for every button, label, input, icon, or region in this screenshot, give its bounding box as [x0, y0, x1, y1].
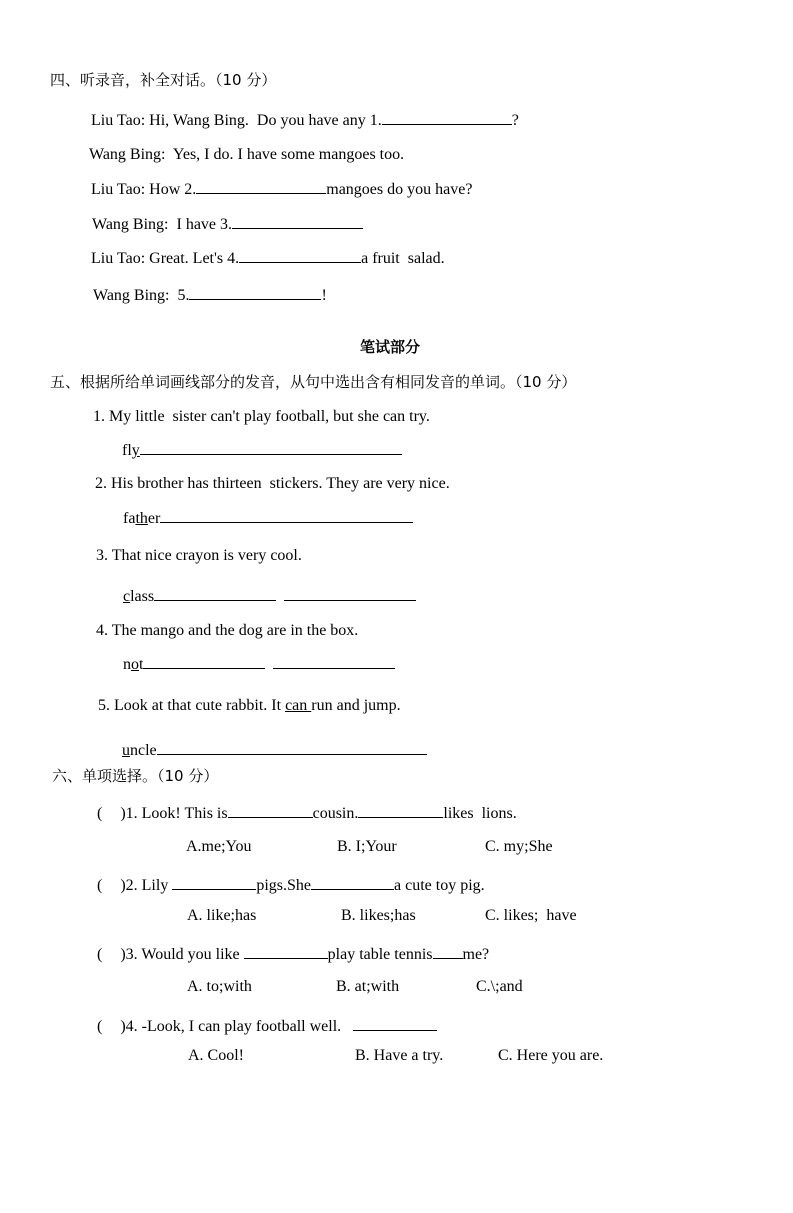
- dialogue-text: mangoes do you have?: [326, 181, 473, 198]
- key-word-underlined: th: [135, 510, 148, 527]
- question-blank: [358, 802, 443, 818]
- answer-blank-5[interactable]: [189, 284, 321, 300]
- question-number: )1.: [120, 805, 138, 822]
- question-text: cousin.: [312, 805, 359, 822]
- question-text: play table tennis: [327, 946, 433, 963]
- option-c[interactable]: C. likes; have: [485, 907, 577, 924]
- question-number: )4.: [120, 1018, 138, 1035]
- answer-blank-2[interactable]: [196, 178, 326, 194]
- answer-blank[interactable]: [273, 653, 395, 669]
- option-a[interactable]: A. Cool!: [188, 1047, 244, 1064]
- dialogue-line-4: [92, 213, 363, 235]
- question-blank: [433, 943, 463, 959]
- dialogue-text: a fruit salad.: [361, 250, 445, 267]
- key-word: n: [123, 656, 131, 673]
- answer-blank-3[interactable]: [232, 213, 363, 229]
- question-number: )3.: [120, 946, 138, 963]
- option-c[interactable]: C.\;and: [476, 978, 523, 995]
- dialogue-line-1: [91, 109, 519, 131]
- option-a[interactable]: A.me;You: [186, 838, 252, 855]
- phonics-sentence-1: 1. My little sister can't play football, but she can try.: [93, 408, 430, 425]
- answer-paren: (: [97, 946, 103, 963]
- question-text: Lily: [141, 877, 173, 894]
- option-b[interactable]: B. I;Your: [337, 838, 397, 855]
- written-part-title: 笔试部分: [360, 338, 421, 356]
- sentence-text: 5. Look at that cute rabbit. It: [98, 697, 286, 714]
- answer-slot[interactable]: [102, 944, 120, 959]
- answer-blank[interactable]: [143, 653, 265, 669]
- dialogue-line-3: [91, 178, 472, 200]
- option-a[interactable]: A. to;with: [187, 978, 252, 995]
- phonics-answer-2: [123, 507, 413, 529]
- answer-paren: (: [97, 1018, 103, 1035]
- question-blank: [353, 1015, 437, 1031]
- section-6-heading: 六、单项选择。（10 分）: [52, 767, 219, 785]
- question-text: likes lions.: [443, 805, 517, 822]
- key-word: fa: [123, 510, 136, 527]
- question-number: )2.: [120, 877, 138, 894]
- dialogue-line-5: [91, 247, 445, 269]
- sentence-text: run and jump.: [311, 697, 401, 714]
- answer-blank-4[interactable]: [239, 247, 361, 263]
- key-word: lass: [130, 588, 155, 605]
- option-b[interactable]: B. Have a try.: [355, 1047, 444, 1064]
- dialogue-text: Wang Bing: I have 3.: [92, 216, 233, 233]
- dialogue-text: Wang Bing: 5.: [93, 287, 190, 304]
- question-text: -Look, I can play football well.: [141, 1018, 354, 1035]
- question-text: Look! This is: [141, 805, 228, 822]
- phonics-sentence-2: 2. His brother has thirteen stickers. They are very nice.: [95, 475, 450, 492]
- question-text: Would you like: [141, 946, 244, 963]
- key-word: er: [147, 510, 161, 527]
- answer-paren: (: [97, 805, 103, 822]
- question-3: [97, 943, 489, 965]
- question-blank: [228, 802, 313, 818]
- question-1: [97, 802, 517, 824]
- key-word: fl: [122, 442, 132, 459]
- answer-slot[interactable]: [102, 803, 120, 818]
- question-2: [97, 874, 485, 896]
- answer-blank[interactable]: [284, 585, 416, 601]
- key-word-underlined: u: [122, 742, 130, 759]
- answer-blank[interactable]: [140, 439, 402, 455]
- key-word-underlined: y: [131, 442, 140, 459]
- question-4: [97, 1015, 437, 1037]
- phonics-sentence-4: 4. The mango and the dog are in the box.: [96, 622, 359, 639]
- section-5-heading: 五、根据所给单词画线部分的发音，从句中选出含有相同发音的单词。（10 分）: [50, 373, 577, 391]
- answer-blank[interactable]: [157, 739, 427, 755]
- answer-blank[interactable]: [154, 585, 276, 601]
- phonics-answer-3: [123, 585, 416, 607]
- dialogue-text: Liu Tao: Great. Let's 4.: [91, 250, 240, 267]
- dialogue-text: !: [321, 287, 327, 304]
- phonics-answer-5: [122, 739, 427, 761]
- dialogue-line-6: [93, 284, 327, 306]
- phonics-answer-1: [122, 439, 402, 461]
- key-word: ncle: [130, 742, 157, 759]
- key-word-underlined: c: [123, 588, 131, 605]
- key-word: t: [139, 656, 144, 673]
- answer-slot[interactable]: [102, 1016, 120, 1031]
- question-text: a cute toy pig.: [394, 877, 485, 894]
- answer-slot[interactable]: [102, 875, 120, 890]
- answer-blank[interactable]: [160, 507, 413, 523]
- option-c[interactable]: C. my;She: [485, 838, 553, 855]
- question-blank: [172, 874, 256, 890]
- option-b[interactable]: B. likes;has: [341, 907, 416, 924]
- option-a[interactable]: A. like;has: [187, 907, 257, 924]
- phonics-sentence-3: 3. That nice crayon is very cool.: [96, 547, 302, 564]
- dialogue-text: Liu Tao: How 2.: [91, 181, 197, 198]
- dialogue-text: Liu Tao: Hi, Wang Bing. Do you have any 1.: [91, 112, 382, 129]
- question-text: pigs.She: [256, 877, 311, 894]
- option-b[interactable]: B. at;with: [336, 978, 400, 995]
- phonics-answer-4: [123, 653, 395, 675]
- question-blank: [244, 943, 328, 959]
- key-word-underlined: o: [131, 656, 139, 673]
- question-blank: [311, 874, 394, 890]
- dialogue-text: ?: [511, 112, 519, 129]
- option-c[interactable]: C. Here you are.: [498, 1047, 604, 1064]
- dialogue-line-2: Wang Bing: Yes, I do. I have some mangoes too.: [89, 146, 405, 163]
- question-text: me?: [462, 946, 490, 963]
- answer-paren: (: [97, 877, 103, 894]
- sentence-underlined-word: can: [285, 697, 312, 714]
- answer-blank-1[interactable]: [382, 109, 512, 125]
- section-4-heading: 四、听录音，补全对话。（10 分）: [50, 71, 277, 89]
- phonics-sentence-5: [98, 696, 401, 716]
